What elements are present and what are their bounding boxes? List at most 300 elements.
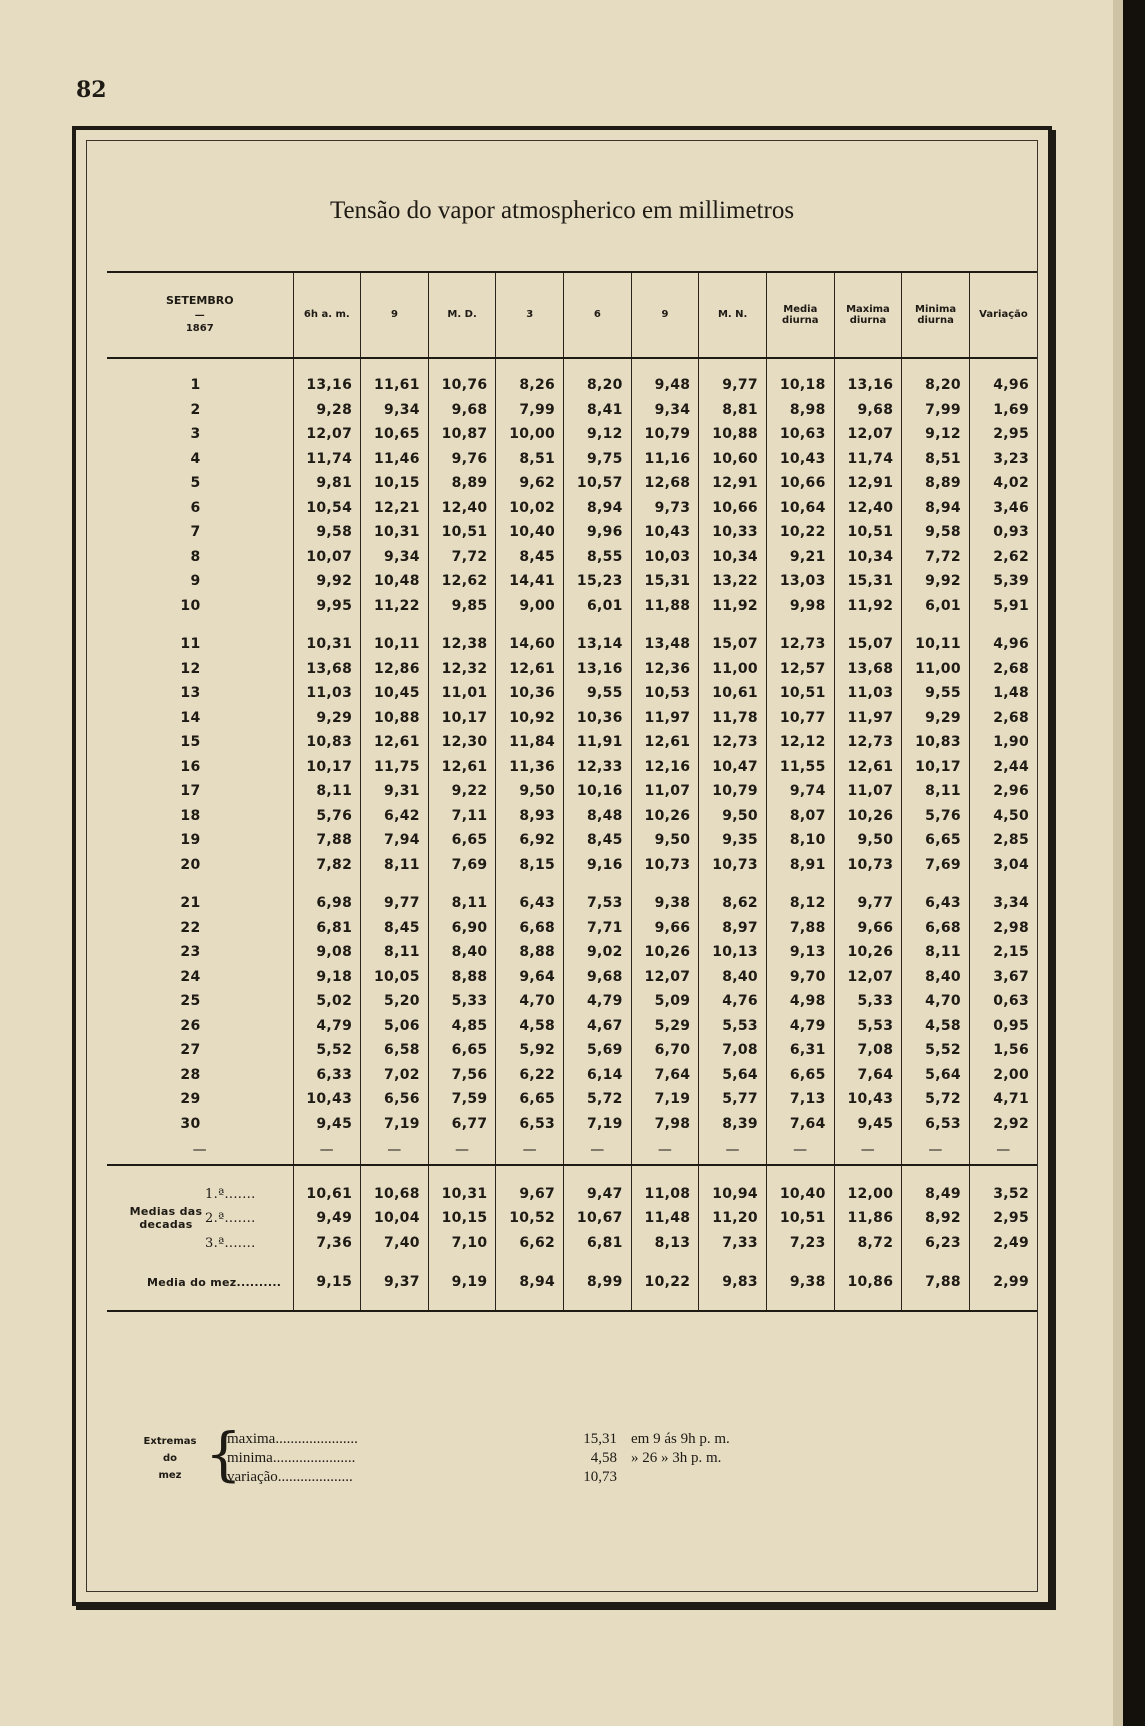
month-dash: — — [194, 309, 205, 321]
value-cell: 10,26 — [834, 940, 902, 965]
value-cell: 10,87 — [428, 422, 496, 447]
dash-cell: — — [834, 1136, 902, 1165]
value-cell: 5,20 — [361, 989, 429, 1014]
day-cell: 18 — [180, 807, 201, 824]
value-cell: 9,35 — [699, 828, 767, 853]
value-cell: 8,40 — [699, 965, 767, 990]
day-cell: 7 — [190, 524, 201, 541]
value-cell: 10,43 — [834, 1087, 902, 1112]
value-cell: 12,61 — [428, 755, 496, 780]
value-cell: 6,01 — [564, 594, 632, 619]
value-cell: 2,00 — [969, 1063, 1037, 1088]
value-cell: 11,20 — [699, 1205, 767, 1231]
value-cell: 3,67 — [969, 965, 1037, 990]
value-cell: 13,48 — [631, 618, 699, 657]
column-header: M. N. — [699, 272, 767, 358]
value-cell: 15,07 — [699, 618, 767, 657]
value-cell: 7,56 — [428, 1063, 496, 1088]
value-cell: 7,88 — [293, 828, 361, 853]
table-row — [107, 828, 1037, 853]
value-cell: 4,96 — [969, 358, 1037, 398]
value-cell: 7,99 — [496, 398, 564, 423]
value-cell: 11,00 — [902, 657, 970, 682]
value-cell: 11,16 — [631, 447, 699, 472]
extremes-key: variação.................... — [227, 1469, 353, 1485]
day-cell: 8 — [190, 548, 201, 565]
decade-label-cell — [107, 1165, 293, 1205]
value-cell: 7,08 — [699, 1038, 767, 1063]
value-cell: 9,68 — [834, 398, 902, 423]
value-cell: 12,73 — [834, 730, 902, 755]
value-cell: 14,60 — [496, 618, 564, 657]
value-cell: 7,64 — [766, 1112, 834, 1137]
value-cell: 10,43 — [766, 447, 834, 472]
value-cell: 12,61 — [496, 657, 564, 682]
table-row — [107, 657, 1037, 682]
value-cell: 0,63 — [969, 989, 1037, 1014]
value-cell: 12,68 — [631, 471, 699, 496]
value-cell: 9,58 — [293, 520, 361, 545]
value-cell: 2,15 — [969, 940, 1037, 965]
value-cell: 9,75 — [564, 447, 632, 472]
dash-cell: — — [969, 1136, 1037, 1165]
value-cell: 11,07 — [834, 779, 902, 804]
value-cell: 8,94 — [564, 496, 632, 521]
column-header: Variação — [969, 272, 1037, 358]
value-cell: 10,26 — [631, 940, 699, 965]
value-cell: 9,19 — [428, 1254, 496, 1311]
value-cell: 7,64 — [834, 1063, 902, 1088]
value-cell: 7,33 — [699, 1231, 767, 1254]
value-cell: 2,99 — [969, 1254, 1037, 1311]
value-cell: 7,88 — [766, 916, 834, 941]
value-cell: 2,95 — [969, 422, 1037, 447]
value-cell: 2,98 — [969, 916, 1037, 941]
table-row — [107, 989, 1037, 1014]
value-cell: 9,37 — [361, 1254, 429, 1311]
value-cell: 5,76 — [293, 804, 361, 829]
value-cell: 9,13 — [766, 940, 834, 965]
column-header: 3 — [496, 272, 564, 358]
table-row — [107, 916, 1037, 941]
value-cell: 10,51 — [766, 1205, 834, 1231]
value-cell: 10,18 — [766, 358, 834, 398]
day-cell: 17 — [180, 783, 201, 800]
month-name: SETEMBRO — [165, 294, 234, 308]
value-cell: 9,08 — [293, 940, 361, 965]
value-cell: 8,62 — [699, 877, 767, 916]
value-cell: 8,45 — [496, 545, 564, 570]
value-cell: 9,16 — [564, 853, 632, 878]
value-cell: 6,22 — [496, 1063, 564, 1088]
value-cell: 5,52 — [902, 1038, 970, 1063]
value-cell: 15,31 — [834, 569, 902, 594]
table-row — [107, 398, 1037, 423]
value-cell: 9,92 — [293, 569, 361, 594]
value-cell: 3,04 — [969, 853, 1037, 878]
table-row — [107, 755, 1037, 780]
table-row — [107, 422, 1037, 447]
table-row — [107, 1038, 1037, 1063]
dash-cell: — — [766, 1136, 834, 1165]
value-cell: 10,43 — [631, 520, 699, 545]
value-cell: 10,66 — [699, 496, 767, 521]
value-cell: 10,13 — [699, 940, 767, 965]
value-cell: 8,26 — [496, 358, 564, 398]
value-cell: 11,91 — [564, 730, 632, 755]
value-cell: 10,60 — [699, 447, 767, 472]
value-cell: 10,61 — [699, 681, 767, 706]
value-cell: 15,07 — [834, 618, 902, 657]
value-cell: 10,77 — [766, 706, 834, 731]
table-row — [107, 853, 1037, 878]
value-cell: 6,65 — [766, 1063, 834, 1088]
year: 1867 — [185, 323, 214, 335]
value-cell: 9,67 — [496, 1165, 564, 1205]
value-cell: 9,34 — [361, 545, 429, 570]
value-cell: 11,07 — [631, 779, 699, 804]
book-gutter-edge — [1113, 0, 1123, 1726]
value-cell: 12,86 — [361, 657, 429, 682]
value-cell: 6,90 — [428, 916, 496, 941]
value-cell: 11,88 — [631, 594, 699, 619]
value-cell: 10,79 — [699, 779, 767, 804]
value-cell: 9,18 — [293, 965, 361, 990]
value-cell: 12,38 — [428, 618, 496, 657]
value-cell: 7,71 — [564, 916, 632, 941]
value-cell: 11,46 — [361, 447, 429, 472]
value-cell: 12,36 — [631, 657, 699, 682]
value-cell: 5,02 — [293, 989, 361, 1014]
value-cell: 11,36 — [496, 755, 564, 780]
column-header: 6 — [564, 272, 632, 358]
table-row — [107, 1014, 1037, 1039]
value-cell: 6,14 — [564, 1063, 632, 1088]
value-cell: 10,15 — [361, 471, 429, 496]
value-cell: 2,96 — [969, 779, 1037, 804]
value-cell: 5,64 — [902, 1063, 970, 1088]
value-cell: 10,54 — [293, 496, 361, 521]
value-cell: 13,16 — [564, 657, 632, 682]
value-cell: 4,02 — [969, 471, 1037, 496]
value-cell: 11,75 — [361, 755, 429, 780]
day-cell: 2 — [190, 401, 201, 418]
value-cell: 11,08 — [631, 1165, 699, 1205]
value-cell: 10,22 — [631, 1254, 699, 1311]
value-cell: 10,94 — [699, 1165, 767, 1205]
value-cell: 9,31 — [361, 779, 429, 804]
value-cell: 5,72 — [902, 1087, 970, 1112]
value-cell: 2,92 — [969, 1112, 1037, 1137]
value-cell: 10,83 — [902, 730, 970, 755]
value-cell: 11,61 — [361, 358, 429, 398]
value-cell: 5,72 — [564, 1087, 632, 1112]
value-cell: 6,33 — [293, 1063, 361, 1088]
day-cell: 20 — [180, 856, 201, 873]
value-cell: 5,39 — [969, 569, 1037, 594]
value-cell: 3,46 — [969, 496, 1037, 521]
table-row — [107, 618, 1037, 657]
table-inner-frame — [86, 140, 1038, 1592]
value-cell: 9,66 — [834, 916, 902, 941]
dash-cell: — — [902, 1136, 970, 1165]
value-cell: 12,21 — [361, 496, 429, 521]
value-cell: 8,12 — [766, 877, 834, 916]
value-cell: 4,96 — [969, 618, 1037, 657]
value-cell: 7,69 — [428, 853, 496, 878]
value-cell: 9,22 — [428, 779, 496, 804]
value-cell: 12,07 — [631, 965, 699, 990]
value-cell: 8,39 — [699, 1112, 767, 1137]
table-row — [107, 520, 1037, 545]
day-cell: 29 — [180, 1091, 201, 1108]
dash-cell: — — [428, 1136, 496, 1165]
extremes-when: em 9 ás 9h p. m. — [631, 1431, 730, 1447]
column-header: Media diurna — [766, 272, 834, 358]
value-cell: 9,29 — [902, 706, 970, 731]
value-cell: 9,77 — [699, 358, 767, 398]
value-cell: 10,92 — [496, 706, 564, 731]
dash-cell: — — [293, 1136, 361, 1165]
value-cell: 13,16 — [834, 358, 902, 398]
value-cell: 6,31 — [766, 1038, 834, 1063]
value-cell: 8,93 — [496, 804, 564, 829]
value-cell: 12,62 — [428, 569, 496, 594]
value-cell: 12,73 — [766, 618, 834, 657]
value-cell: 9,34 — [361, 398, 429, 423]
dash-cell: — — [107, 1136, 293, 1165]
value-cell: 10,63 — [766, 422, 834, 447]
value-cell: 11,86 — [834, 1205, 902, 1231]
month-extremes — [131, 1420, 831, 1495]
value-cell: 5,77 — [699, 1087, 767, 1112]
month-mean-row — [107, 1254, 1037, 1311]
value-cell: 9,95 — [293, 594, 361, 619]
value-cell: 10,17 — [293, 755, 361, 780]
value-cell: 10,47 — [699, 755, 767, 780]
extremes-value: 15,31 — [583, 1431, 617, 1447]
value-cell: 6,43 — [902, 877, 970, 916]
value-cell: 8,41 — [564, 398, 632, 423]
value-cell: 10,16 — [564, 779, 632, 804]
value-cell: 8,99 — [564, 1254, 632, 1311]
value-cell: 9,12 — [902, 422, 970, 447]
value-cell: 9,38 — [631, 877, 699, 916]
value-cell: 10,88 — [699, 422, 767, 447]
value-cell: 7,88 — [902, 1254, 970, 1311]
value-cell: 6,92 — [496, 828, 564, 853]
value-cell: 8,48 — [564, 804, 632, 829]
value-cell: 10,02 — [496, 496, 564, 521]
value-cell: 9,83 — [699, 1254, 767, 1311]
extremes-brace: { — [205, 1420, 242, 1488]
extremes-label-line: Extremas — [143, 1436, 197, 1447]
value-cell: 6,58 — [361, 1038, 429, 1063]
value-cell: 10,83 — [293, 730, 361, 755]
value-cell: 10,51 — [766, 681, 834, 706]
table-row — [107, 877, 1037, 916]
value-cell: 10,67 — [564, 1205, 632, 1231]
dash-cell: — — [496, 1136, 564, 1165]
value-cell: 10,15 — [428, 1205, 496, 1231]
value-cell: 6,53 — [902, 1112, 970, 1137]
value-cell: 10,11 — [902, 618, 970, 657]
value-cell: 9,64 — [496, 965, 564, 990]
value-cell: 11,92 — [834, 594, 902, 619]
value-cell: 10,48 — [361, 569, 429, 594]
value-cell: 1,48 — [969, 681, 1037, 706]
value-cell: 6,42 — [361, 804, 429, 829]
value-cell: 1,56 — [969, 1038, 1037, 1063]
table-row — [107, 681, 1037, 706]
value-cell: 8,88 — [496, 940, 564, 965]
table-row — [107, 779, 1037, 804]
value-cell: 12,07 — [293, 422, 361, 447]
day-cell: 13 — [180, 685, 201, 702]
value-cell: 11,00 — [699, 657, 767, 682]
column-header: Maxima diurna — [834, 272, 902, 358]
value-cell: 12,57 — [766, 657, 834, 682]
value-cell: 10,17 — [902, 755, 970, 780]
value-cell: 10,26 — [834, 804, 902, 829]
table-row — [107, 1063, 1037, 1088]
value-cell: 10,36 — [496, 681, 564, 706]
value-cell: 13,03 — [766, 569, 834, 594]
value-cell: 10,66 — [766, 471, 834, 496]
value-cell: 8,11 — [428, 877, 496, 916]
value-cell: 8,72 — [834, 1231, 902, 1254]
value-cell: 5,92 — [496, 1038, 564, 1063]
value-cell: 10,61 — [293, 1165, 361, 1205]
value-cell: 8,55 — [564, 545, 632, 570]
value-cell: 9,77 — [361, 877, 429, 916]
value-cell: 7,36 — [293, 1231, 361, 1254]
page-title: Tensão do vapor atmospherico em millimetros — [329, 197, 795, 224]
value-cell: 9,29 — [293, 706, 361, 731]
header-row — [107, 272, 1037, 358]
value-cell: 11,22 — [361, 594, 429, 619]
value-cell: 10,31 — [428, 1165, 496, 1205]
table-frame — [72, 126, 1052, 1606]
decades-label — [127, 1205, 205, 1231]
value-cell: 10,17 — [428, 706, 496, 731]
value-cell: 7,19 — [564, 1112, 632, 1137]
value-cell: 6,43 — [496, 877, 564, 916]
value-cell: 11,78 — [699, 706, 767, 731]
value-cell: 8,40 — [428, 940, 496, 965]
value-cell: 2,49 — [969, 1231, 1037, 1254]
value-cell: 7,08 — [834, 1038, 902, 1063]
value-cell: 12,07 — [834, 965, 902, 990]
value-cell: 6,65 — [496, 1087, 564, 1112]
value-cell: 0,95 — [969, 1014, 1037, 1039]
value-cell: 9,50 — [631, 828, 699, 853]
value-cell: 10,53 — [631, 681, 699, 706]
value-cell: 8,15 — [496, 853, 564, 878]
value-cell: 7,19 — [361, 1112, 429, 1137]
table-row — [107, 594, 1037, 619]
value-cell: 7,13 — [766, 1087, 834, 1112]
day-cell: 4 — [190, 450, 201, 467]
value-cell: 5,09 — [631, 989, 699, 1014]
day-cell: 6 — [190, 499, 201, 516]
value-cell: 11,92 — [699, 594, 767, 619]
value-cell: 8,94 — [902, 496, 970, 521]
value-cell: 2,68 — [969, 657, 1037, 682]
dash-cell: — — [564, 1136, 632, 1165]
column-header: 9 — [631, 272, 699, 358]
value-cell: 4,79 — [564, 989, 632, 1014]
value-cell: 4,98 — [766, 989, 834, 1014]
separator-row — [107, 1136, 1037, 1165]
value-cell: 10,34 — [699, 545, 767, 570]
value-cell: 1,69 — [969, 398, 1037, 423]
value-cell: 9,85 — [428, 594, 496, 619]
value-cell: 4,50 — [969, 804, 1037, 829]
day-cell: 1 — [190, 377, 201, 394]
value-cell: 12,61 — [361, 730, 429, 755]
value-cell: 8,11 — [361, 940, 429, 965]
value-cell: 10,51 — [834, 520, 902, 545]
day-cell: 23 — [180, 944, 201, 961]
value-cell: 10,40 — [766, 1165, 834, 1205]
book-spine — [1123, 0, 1145, 1726]
value-cell: 13,68 — [293, 657, 361, 682]
value-cell: 8,88 — [428, 965, 496, 990]
value-cell: 4,76 — [699, 989, 767, 1014]
column-header: 6h a. m. — [293, 272, 361, 358]
value-cell: 8,89 — [428, 471, 496, 496]
value-cell: 6,62 — [496, 1231, 564, 1254]
value-cell: 11,97 — [631, 706, 699, 731]
day-cell: 26 — [180, 1017, 201, 1034]
value-cell: 4,58 — [496, 1014, 564, 1039]
value-cell: 6,56 — [361, 1087, 429, 1112]
value-cell: 4,70 — [496, 989, 564, 1014]
value-cell: 7,02 — [361, 1063, 429, 1088]
value-cell: 10,33 — [699, 520, 767, 545]
value-cell: 6,68 — [902, 916, 970, 941]
value-cell: 8,94 — [496, 1254, 564, 1311]
value-cell: 11,55 — [766, 755, 834, 780]
value-cell: 8,92 — [902, 1205, 970, 1231]
value-cell: 9,77 — [834, 877, 902, 916]
value-cell: 12,61 — [631, 730, 699, 755]
value-cell: 7,11 — [428, 804, 496, 829]
value-cell: 2,68 — [969, 706, 1037, 731]
value-cell: 9,73 — [631, 496, 699, 521]
table-row — [107, 730, 1037, 755]
value-cell: 10,31 — [361, 520, 429, 545]
value-cell: 9,38 — [766, 1254, 834, 1311]
page-number: 82 — [76, 77, 107, 103]
value-cell: 10,86 — [834, 1254, 902, 1311]
value-cell: 4,58 — [902, 1014, 970, 1039]
value-cell: 11,97 — [834, 706, 902, 731]
value-cell: 10,51 — [428, 520, 496, 545]
value-cell: 8,45 — [361, 916, 429, 941]
value-cell: 13,16 — [293, 358, 361, 398]
value-cell: 12,40 — [834, 496, 902, 521]
value-cell: 9,15 — [293, 1254, 361, 1311]
value-cell: 5,33 — [834, 989, 902, 1014]
value-cell: 10,65 — [361, 422, 429, 447]
value-cell: 10,88 — [361, 706, 429, 731]
value-cell: 5,76 — [902, 804, 970, 829]
value-cell: 6,70 — [631, 1038, 699, 1063]
value-cell: 6,23 — [902, 1231, 970, 1254]
value-cell: 10,43 — [293, 1087, 361, 1112]
